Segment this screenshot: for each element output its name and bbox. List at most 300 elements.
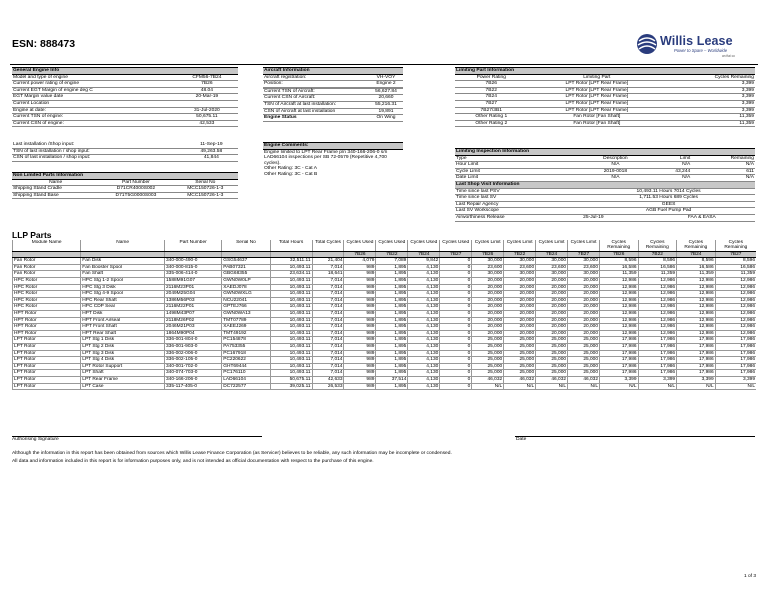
llp-cell: 20,000 xyxy=(568,310,600,317)
llp-cell: 16,586 xyxy=(715,264,756,271)
llp-cell: 4,130 xyxy=(408,271,440,278)
llp-cell: LPT Rotor xyxy=(13,383,81,390)
llp-cell: 4,130 xyxy=(408,330,440,337)
limiting-part-row xyxy=(455,120,755,127)
insp-header-limit: Limit xyxy=(649,155,692,162)
llp-cell: Fan Booster Spool xyxy=(81,264,165,271)
non-limited-row-cell: Shipping Stand Cradle xyxy=(12,186,99,193)
llp-header-cell: Cycles Remaining xyxy=(599,240,638,251)
llp-cell: 1,895 xyxy=(376,383,408,390)
llp-rating-cell: 7B26 xyxy=(599,251,638,257)
llp-cell: 989 xyxy=(344,284,376,291)
aircraft-row xyxy=(263,95,403,102)
disclaimer-line-2: All data and information included in this report is for information purposes only, and is not intended as official documentation with respect to the purchase of this engine. xyxy=(12,458,374,464)
llp-cell: 10,493.11 xyxy=(270,291,312,298)
installation-row-cell: Last installation /Shop input: xyxy=(12,142,185,148)
llp-cell: LPT Rotor xyxy=(13,337,81,344)
inspection-title: Limiting Inspection Information xyxy=(455,149,755,156)
llp-cell: 1,895 xyxy=(376,330,408,337)
llp-cell: 12,986 xyxy=(715,304,756,311)
esn-title: ESN: 888473 xyxy=(12,38,76,50)
llp-cell: N/L xyxy=(504,383,536,390)
shop-visit-row xyxy=(455,195,755,202)
llp-row xyxy=(13,317,757,324)
llp-cell: 17,986 xyxy=(638,350,677,357)
llp-cell: 1,895 xyxy=(376,297,408,304)
llp-cell: 12,986 xyxy=(599,297,638,304)
llp-cell: 12,986 xyxy=(599,304,638,311)
limiting-part-row-cell: LPT Rotor [LPT Rear Frame] xyxy=(528,100,667,107)
llp-cell: LPT Stg 4 Disk xyxy=(81,357,165,364)
llp-row xyxy=(13,343,757,350)
llp-cell: 30,000 xyxy=(536,258,568,265)
llp-cell: 989 xyxy=(344,357,376,364)
llp-cell: 989 xyxy=(344,376,376,383)
llp-cell: HPT Front Airseal xyxy=(81,317,165,324)
general-row-cell: Engine at date: xyxy=(12,107,176,114)
llp-cell: 336-001-804-0 xyxy=(164,337,221,344)
llp-cell: 4,130 xyxy=(408,310,440,317)
aircraft-row xyxy=(263,88,403,95)
insp-header-type: Type xyxy=(455,155,582,162)
llp-cell: 30,000 xyxy=(504,258,536,265)
llp-cell: 20,000 xyxy=(536,330,568,337)
llp-header-cell: Cycles Used xyxy=(408,240,440,251)
llp-cell: 1,895 xyxy=(376,343,408,350)
llp-cell: 12,986 xyxy=(638,310,677,317)
llp-cell: 17,986 xyxy=(677,363,716,370)
llp-cell: 0 xyxy=(440,258,472,265)
llp-cell: 12,986 xyxy=(638,324,677,331)
llp-cell: 1,895 xyxy=(376,264,408,271)
llp-cell: 340-074-703-0 xyxy=(164,370,221,377)
llp-row xyxy=(13,310,757,317)
llp-cell: 11,359 xyxy=(677,271,716,278)
general-installation-info xyxy=(12,142,238,162)
llp-cell: 7,014 xyxy=(312,317,344,324)
llp-cell: 20,000 xyxy=(504,317,536,324)
date-line xyxy=(515,436,755,437)
llp-cell: 10,493.11 xyxy=(270,330,312,337)
llp-cell: 7,014 xyxy=(312,264,344,271)
limiting-part-row-cell: LPT Rotor [LPT Rear Frame] xyxy=(528,94,667,101)
limiting-part-row-cell: 3,399 xyxy=(666,87,755,94)
llp-cell: 20,000 xyxy=(568,330,600,337)
llp-cell: 12,986 xyxy=(677,330,716,337)
llp-cell: 1386M56P03 xyxy=(164,297,221,304)
llp-cell: Fan Rotor xyxy=(13,271,81,278)
comment-text: Engine limited to LPT Rear Frame p/n 340-166-206-0 s/n xyxy=(264,149,388,155)
llp-cell: 4,130 xyxy=(408,357,440,364)
limiting-part-row-cell: 7B27 xyxy=(455,100,528,107)
llp-header-cell: Cycles Limit xyxy=(536,240,568,251)
llp-cell: LPT Stg 1 Disk xyxy=(81,337,165,344)
limiting-part-row xyxy=(455,94,755,101)
general-row xyxy=(12,107,238,114)
inspection-row xyxy=(455,175,755,182)
inspection-row-cell: N/A xyxy=(649,175,692,182)
engine-comments xyxy=(263,142,403,178)
llp-cell: 0 xyxy=(440,337,472,344)
llp-cell: GWN0WXLG xyxy=(222,291,270,298)
llp-cell: PC220622 xyxy=(222,357,270,364)
llp-cell: 2118M26P02 xyxy=(164,317,221,324)
llp-cell: LPT Rotor Support xyxy=(81,363,165,370)
llp-cell: 989 xyxy=(344,317,376,324)
llp-cell: 20,000 xyxy=(504,330,536,337)
llp-cell: 20,000 xyxy=(536,304,568,311)
llp-cell: 12,986 xyxy=(638,297,677,304)
llp-cell: 336-002-006-0 xyxy=(164,350,221,357)
llp-cell: LPT Rotor xyxy=(13,343,81,350)
llp-cell: HPT Rotor xyxy=(13,317,81,324)
llp-cell: 989 xyxy=(344,271,376,278)
llp-cell: 10,493.11 xyxy=(270,278,312,285)
llp-cell: 4,130 xyxy=(408,370,440,377)
llp-cell: 25,000 xyxy=(504,343,536,350)
llp-cell: 7,014 xyxy=(312,330,344,337)
llp-cell: HPT Rotor xyxy=(13,310,81,317)
llp-cell: 340-001-702-0 xyxy=(164,363,221,370)
llp-cell: HPT Rear Shaft xyxy=(81,330,165,337)
llp-cell: 989 xyxy=(344,343,376,350)
llp-cell: 1,895 xyxy=(376,278,408,285)
llp-cell: 1,895 xyxy=(376,337,408,344)
llp-cell: LPT Rotor xyxy=(13,363,81,370)
insp-header-remaining: Remaining xyxy=(691,155,755,162)
llp-cell: 1,895 xyxy=(376,350,408,357)
llp-cell: 989 xyxy=(344,278,376,285)
llp-cell: 11,359 xyxy=(599,271,638,278)
llp-cell: 17,986 xyxy=(638,343,677,350)
llp-row xyxy=(13,324,757,331)
llp-cell: 12,986 xyxy=(715,330,756,337)
llp-cell: HPC Rotor xyxy=(13,291,81,298)
aircraft-title: Aircraft Information xyxy=(263,68,403,75)
llp-cell: 20,000 xyxy=(472,317,504,324)
nl-header-serial: Serial No xyxy=(173,179,238,186)
llp-cell: 12,986 xyxy=(715,324,756,331)
llp-cell: 7,014 xyxy=(312,310,344,317)
llp-cell: 25,000 xyxy=(568,337,600,344)
limiting-part-row-cell: 3,399 xyxy=(666,94,755,101)
llp-cell: 7,014 xyxy=(312,284,344,291)
aircraft-row-cell: TSN of Aircraft at last installation: xyxy=(263,101,369,108)
inspection-row-cell: N/A xyxy=(582,162,648,169)
general-row-cell: CFM56-7B24 xyxy=(176,74,238,81)
llp-cell: 25,000 xyxy=(536,357,568,364)
llp-cell: 12,986 xyxy=(638,284,677,291)
header-divider xyxy=(10,64,758,65)
llp-cell: XAEEJ269 xyxy=(222,324,270,331)
shop-visit-value: 10,493.11 Hours 7014 Cycles xyxy=(582,188,755,195)
limiting-part-row-cell: 11,359 xyxy=(666,114,755,121)
limiting-inspection-info xyxy=(455,148,755,222)
llp-cell: 20,000 xyxy=(536,324,568,331)
installation-row xyxy=(12,155,238,162)
signature-line xyxy=(12,436,262,437)
llp-cell: 0 xyxy=(440,357,472,364)
llp-cell: 4,079 xyxy=(344,258,376,265)
llp-cell: 20,000 xyxy=(472,310,504,317)
llp-cell: 17,986 xyxy=(638,337,677,344)
nl-header-name: Name xyxy=(12,179,99,186)
llp-row xyxy=(13,264,757,271)
brand-name: Willis Lease xyxy=(660,34,733,48)
llp-cell: 8,596 xyxy=(677,258,716,265)
general-row-cell: Model and type of engine xyxy=(12,74,176,81)
llp-cell: 12,986 xyxy=(677,278,716,285)
llp-header-cell: Cycles Limit xyxy=(504,240,536,251)
llp-cell: GBG68355 xyxy=(222,271,270,278)
llp-cell: HPC CDP Seal xyxy=(81,304,165,311)
inspection-row-cell: N/A xyxy=(691,162,755,169)
llp-cell: 12,986 xyxy=(638,330,677,337)
llp-cell: TMT07789 xyxy=(222,317,270,324)
llp-cell: 46,032 xyxy=(472,376,504,383)
llp-cell: 20,000 xyxy=(472,297,504,304)
limiting-part-row-cell: Other Rating 1 xyxy=(455,114,528,121)
llp-cell: 989 xyxy=(344,291,376,298)
llp-cell: 23,634.11 xyxy=(270,271,312,278)
inspection-row-cell: N/A xyxy=(582,175,648,182)
llp-cell: 7,014 xyxy=(312,370,344,377)
llp-cell: 4,130 xyxy=(408,376,440,383)
general-row-cell: 31-Jul-2020 xyxy=(176,107,238,114)
llp-cell: 12,986 xyxy=(715,310,756,317)
inspection-row-cell: Date Limit xyxy=(455,175,582,182)
llp-header-cell: Cycles Used xyxy=(376,240,408,251)
llp-cell: 4,130 xyxy=(408,337,440,344)
llp-cell: 20,000 xyxy=(504,310,536,317)
llp-cell: 7,014 xyxy=(312,304,344,311)
shop-visit-row xyxy=(455,201,755,208)
llp-cell: PC167918 xyxy=(222,350,270,357)
llp-cell: 10,493.11 xyxy=(270,297,312,304)
llp-cell: 7,014 xyxy=(312,337,344,344)
general-title: General Engine Info xyxy=(12,68,238,75)
llp-cell: LPT Case xyxy=(81,383,165,390)
llp-cell: HPT Disk xyxy=(81,310,165,317)
general-row-cell xyxy=(176,100,238,107)
llp-cell: 989 xyxy=(344,304,376,311)
llp-cell: 25,000 xyxy=(472,343,504,350)
limiting-part-row-cell: 3,399 xyxy=(666,81,755,88)
llp-cell: 25,000 xyxy=(536,343,568,350)
llp-cell: 20,000 xyxy=(504,284,536,291)
llp-cell: 17,986 xyxy=(599,337,638,344)
llp-cell: LPT Rotor xyxy=(13,376,81,383)
llp-cell: HPC Rotor xyxy=(13,278,81,285)
llp-cell: 12,986 xyxy=(677,304,716,311)
llp-cell: 340-000-815-0 xyxy=(164,264,221,271)
llp-cell: 17,986 xyxy=(677,357,716,364)
llp-cell: 20,000 xyxy=(472,278,504,285)
llp-cell: 0 xyxy=(440,343,472,350)
limiting-part-row xyxy=(455,114,755,121)
llp-cell: 12,986 xyxy=(599,284,638,291)
llp-cell: 2116M23P01 xyxy=(164,284,221,291)
llp-cell: 336-001-903-0 xyxy=(164,343,221,350)
limiting-part-row-cell: 11,359 xyxy=(666,120,755,127)
llp-header-cell: Cycles Remaining xyxy=(638,240,677,251)
general-row-cell: Current TSN of engine: xyxy=(12,114,176,121)
llp-header-cell: Cycles Remaining xyxy=(715,240,756,251)
llp-row xyxy=(13,271,757,278)
llp-cell: 12,986 xyxy=(638,317,677,324)
signature-label: Authorising Signature xyxy=(12,437,59,442)
llp-row xyxy=(13,383,757,390)
llp-cell: 25,000 xyxy=(504,370,536,377)
aircraft-row xyxy=(263,101,403,108)
llp-cell: GWN0W0LP xyxy=(222,278,270,285)
llp-cell: 12,986 xyxy=(715,317,756,324)
llp-cell: 20,000 xyxy=(504,324,536,331)
limiting-part-row-cell: 7B22 xyxy=(455,87,528,94)
llp-cell: 4,130 xyxy=(408,363,440,370)
general-row-cell: Current Location xyxy=(12,100,176,107)
llp-cell: 0 xyxy=(440,317,472,324)
llp-cell: 989 xyxy=(344,310,376,317)
llp-cell: 30,000 xyxy=(568,258,600,265)
brand-small: an ftai co xyxy=(722,54,735,58)
shop-visit-label: Time since last PSV xyxy=(455,188,582,195)
llp-cell: 25,000 xyxy=(536,363,568,370)
llp-cell: 20,000 xyxy=(536,317,568,324)
llp-cell: 0 xyxy=(440,278,472,285)
llp-cell: HPT Rotor xyxy=(13,330,81,337)
non-limited-row-cell: D71CR4000S002 xyxy=(99,186,172,193)
llp-cell: 7,014 xyxy=(312,357,344,364)
llp-cell: 12,986 xyxy=(677,284,716,291)
llp-cell: 4,130 xyxy=(408,291,440,298)
llp-cell: 10,493.11 xyxy=(270,304,312,311)
llp-row xyxy=(13,337,757,344)
llp-cell: 7,014 xyxy=(312,324,344,331)
llp-cell: 989 xyxy=(344,297,376,304)
installation-row-cell: 11-Sep-19 xyxy=(185,142,238,148)
llp-cell: LPT Rear Frame xyxy=(81,376,165,383)
limiting-part-title: Limiting Part Information xyxy=(455,68,755,75)
llp-cell: HPC Stg 1-2 Spool xyxy=(81,278,165,285)
limiting-part-row-cell: 7B27/3B1 xyxy=(455,107,528,114)
general-row-cell: 20-Mar-19 xyxy=(176,94,238,101)
llp-cell: 7,014 xyxy=(312,291,344,298)
llp-cell: 12,986 xyxy=(677,317,716,324)
llp-rating-cell: 7B24 xyxy=(677,251,716,257)
llp-cell: PC154878 xyxy=(222,337,270,344)
llp-cell: 11,359 xyxy=(715,271,756,278)
llp-cell: 7,089 xyxy=(376,258,408,265)
llp-cell: 10,493.11 xyxy=(270,370,312,377)
shop-visit-label: Airworthiness Release xyxy=(455,214,582,221)
installation-row-cell: 41,844 xyxy=(185,155,238,162)
aircraft-info xyxy=(263,67,403,122)
llp-cell: HPT Front Shaft xyxy=(81,324,165,331)
llp-cell: 25,000 xyxy=(504,363,536,370)
llp-cell: HPC Stg 3 Disk xyxy=(81,284,165,291)
llp-header-cell: Cycles Used xyxy=(440,240,472,251)
llp-cell: 989 xyxy=(344,383,376,390)
llp-cell: 10,493.11 xyxy=(270,317,312,324)
llp-cell: 0 xyxy=(440,363,472,370)
llp-cell: 23,600 xyxy=(472,264,504,271)
llp-cell: 0 xyxy=(440,310,472,317)
llp-cell: 20,000 xyxy=(504,291,536,298)
llp-cell: 0 xyxy=(440,304,472,311)
llp-row xyxy=(13,357,757,364)
limiting-part-row-cell: LPT Rotor [LPT Rear Frame] xyxy=(528,81,667,88)
llp-cell: 17,986 xyxy=(599,363,638,370)
llp-cell: 10,493.11 xyxy=(270,324,312,331)
llp-cell: 12,986 xyxy=(638,291,677,298)
llp-rating-cell: 7B27 xyxy=(715,251,756,257)
llp-cell: 989 xyxy=(344,363,376,370)
llp-cell: HPC Rotor xyxy=(13,304,81,311)
llp-cell: 17,986 xyxy=(599,350,638,357)
llp-row xyxy=(13,284,757,291)
limiting-part-row xyxy=(455,87,755,94)
llp-cell: 0 xyxy=(440,264,472,271)
llp-cell: Fan Rotor xyxy=(13,258,81,265)
llp-cell: 26,533 xyxy=(312,383,344,390)
llp-rating-cell: 7B26 xyxy=(472,251,504,257)
aircraft-row-cell: 55,216.31 xyxy=(369,101,403,108)
shop-visit-label: Last SV Workscope xyxy=(455,208,582,215)
llp-cell: 3,399 xyxy=(677,376,716,383)
aircraft-row-cell: Engine Status xyxy=(263,115,369,122)
llp-cell: 989 xyxy=(344,337,376,344)
shop-visit-row xyxy=(455,208,755,215)
llp-cell: 989 xyxy=(344,264,376,271)
limiting-part-row-cell: 7B26 xyxy=(455,81,528,88)
lp-header-remaining: Cycles Remaining xyxy=(666,74,755,81)
limiting-part-row-cell: LPT Rotor [LPT Rear Frame] xyxy=(528,87,667,94)
general-row-cell: Current CSN of engine: xyxy=(12,120,176,127)
llp-cell: 7,014 xyxy=(312,343,344,350)
general-row-cell: 50,675.11 xyxy=(176,114,238,121)
comments-title: Engine Comments: xyxy=(263,143,403,150)
llp-cell: 25,000 xyxy=(472,370,504,377)
llp-cell: 12,986 xyxy=(599,324,638,331)
llp-cell: 0 xyxy=(440,350,472,357)
llp-row xyxy=(13,304,757,311)
llp-cell: 20,000 xyxy=(504,278,536,285)
llp-cell: 12,986 xyxy=(599,317,638,324)
llp-cell: 32,511.11 xyxy=(270,258,312,265)
llp-cell: 12,986 xyxy=(677,324,716,331)
llp-cell: 1864M90P04 xyxy=(164,330,221,337)
inspection-row-cell: 611 xyxy=(691,168,755,175)
inspection-row-cell: N/A xyxy=(691,175,755,182)
non-limited-row-cell: Shipping Stand Base xyxy=(12,192,99,199)
general-row xyxy=(12,74,238,81)
llp-cell: 17,986 xyxy=(638,370,677,377)
llp-cell: 46,032 xyxy=(568,376,600,383)
limiting-part-row-cell: 3,399 xyxy=(666,107,755,114)
llp-cell: 1,895 xyxy=(376,310,408,317)
llp-cell: 0 xyxy=(440,271,472,278)
llp-table xyxy=(12,240,756,390)
llp-cell: 4,130 xyxy=(408,383,440,390)
llp-cell: 4,130 xyxy=(408,343,440,350)
llp-cell: 10,493.11 xyxy=(270,310,312,317)
llp-cell: 17,986 xyxy=(638,363,677,370)
llp-cell: 0 xyxy=(440,376,472,383)
llp-cell: 7,014 xyxy=(312,350,344,357)
llp-cell: PC176110 xyxy=(222,370,270,377)
llp-cell: 20,000 xyxy=(536,284,568,291)
